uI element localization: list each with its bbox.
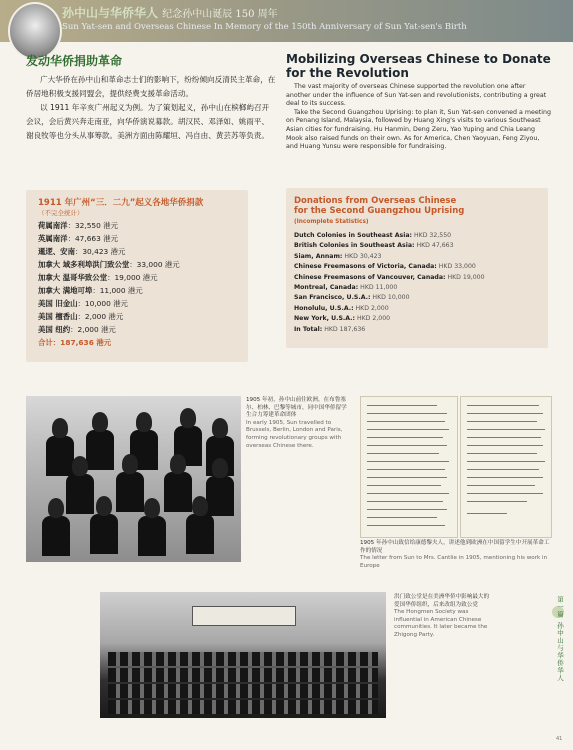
hongmen-society-photo [100, 592, 386, 718]
en-text-column [286, 52, 552, 152]
zh-donations-subtitle: （不完全统计） [38, 209, 84, 217]
header-zh-main: 孙中山与华侨华人 [62, 6, 159, 20]
list-item: Siam, Annam: HKD 30,423 [294, 252, 382, 260]
group-photo-caption [246, 397, 352, 450]
list-item: San Francisco, U.S.A.: HKD 10,000 [294, 294, 410, 302]
en-paragraph-1: The vast majority of overseas Chinese supported the revolution one after another under the influence of Sun Yat-sen and revolutionists, contributing a great deal to its success. [286, 83, 547, 108]
list-item: Dutch Colonies in Southeast Asia: HKD 32,550 [294, 232, 452, 239]
list-item: 美国 纽约：2,000 港元 [38, 325, 116, 334]
list-item: Chinese Freemasons of Victoria, Canada: HKD 33,000 [294, 263, 476, 271]
list-item: Honolulu, U.S.A.: HKD 2,000 [294, 304, 389, 312]
list-item: British Colonies in Southeast Asia: HKD 47,663 [294, 242, 454, 250]
header-en-right: In Memory of the 150th Anniversary of Sun Yat-sen's Birth [213, 22, 467, 32]
list-item: New York, U.S.A.: HKD 2,000 [294, 315, 391, 323]
header-en-title [62, 22, 467, 32]
en-donations-list [294, 231, 485, 335]
header-zh-title [62, 4, 278, 21]
list-item: 英属南洋：47,663 港元 [38, 234, 118, 243]
zh-paragraph-2: 以 1911 年辛亥广州起义为例。为了策划起义，孙中山在槟榔屿召开会议，会后黄兴奔走南亚，向华侨演说募款。胡汉民、邓泽如、姚雨平、谢良牧等也分头从事筹款。美洲方面由陈耀垣、冯自由、黄芸苏等负责。 [26, 103, 270, 140]
list-item: 暹逻、安南：30,423 港元 [38, 247, 126, 256]
list-item: 加拿大 温哥华致公堂：19,000 港元 [38, 273, 158, 282]
en-section-heading: Mobilizing Overseas Chinese to Donate for the Revolution [286, 52, 551, 80]
handwritten-letter-page-2 [460, 396, 552, 538]
caption-zh: 洪门致公堂是在美洲华侨中影响最大的爱国华侨组织，后来改组为致公党 [394, 594, 490, 608]
list-item: 荷属南洋：32,550 港元 [38, 221, 118, 230]
caption-en: In early 1905, Sun travelled to Brussels, Berlin, London and Paris, forming revolutionary groups with overseas Chinese there. [246, 419, 343, 449]
list-item: 美国 旧金山：10,000 港元 [38, 299, 128, 308]
zh-donations-total: 合计：187,636 港元 [38, 338, 112, 347]
page-header [0, 0, 573, 42]
list-item: 美国 檀香山：2,000 港元 [38, 312, 124, 321]
hall-banner [192, 606, 296, 626]
caption-zh: 1905 年初，孙中山前往欧洲，在布鲁塞尔、柏林、巴黎等城市，同中国华侨留学生合力筹建革命团体 [246, 397, 347, 419]
zh-text-column [26, 52, 276, 143]
header-zh-subtitle: 纪念孙中山诞辰 150 周年 [162, 9, 278, 20]
caption-en: The letter from Sun to Mrs. Cantlie in 1905, mentioning his work in Europe [360, 555, 548, 569]
zh-donations-title: 1911 年广州“三．二九”起义各地华侨捐款 [38, 198, 204, 208]
caption-en: The Hongmen Society was influential in American Chinese communities. It later became the Zhigong Party. [394, 609, 488, 638]
en-donations-subtitle: (Incomplete Statistics) [294, 219, 369, 225]
letter-caption [360, 540, 550, 570]
zh-donations-list [38, 219, 180, 349]
page-number: 41 [556, 736, 563, 742]
list-item: Chinese Freemasons of Vancouver, Canada: HKD 19,000 [294, 273, 485, 281]
hongmen-caption [394, 594, 494, 640]
europe-group-photo [26, 396, 241, 562]
zh-paragraph-1: 广大华侨在孙中山和革命志士们的影响下，纷纷倾向反清民主革命，在侨居地积极支援同盟会，提供经费支援革命活动。 [26, 75, 276, 98]
list-item: In Total: HKD 187,636 [294, 325, 366, 333]
zh-section-heading: 发动华侨捐助革命 [26, 54, 123, 68]
chapter-side-tab: 第一篇 孙中山与华侨华人 [556, 596, 564, 682]
list-item: Montreal, Canada: HKD 11,000 [294, 284, 398, 292]
en-donations-box [286, 188, 548, 348]
zh-donations-box [26, 190, 248, 362]
en-donations-title: Donations from Overseas Chinese for the Second Guangzhou Uprising [294, 196, 465, 216]
caption-zh: 1905 年孙中山致信给康德黎夫人，讲述他到欧洲在中国留学生中开展革命工作的情况 [360, 540, 550, 554]
header-en-left: Sun Yat-sen and Overseas Chinese [62, 22, 212, 32]
list-item: 加拿大 域多利埠洪门致公堂：33,000 港元 [38, 260, 180, 269]
en-paragraph-2: Take the Second Guangzhou Uprising: to plan it, Sun Yat-sen convened a meeting on Penang Island, Malaysia, followed by Huang Xing's visits to various Southeast Asian cities for fundraising. Hu Hanmin, Deng Zeru, Yao Yuping and Chia Leang Mook also raised funds on their own. As for America, Chen Yaoyuan, Feng Ziyou, and Huang Yunsu were responsible for fundraising. [286, 108, 551, 151]
list-item: 加拿大 满地可埠：11,000 港元 [38, 286, 143, 295]
handwritten-letter-page-1 [360, 396, 458, 538]
